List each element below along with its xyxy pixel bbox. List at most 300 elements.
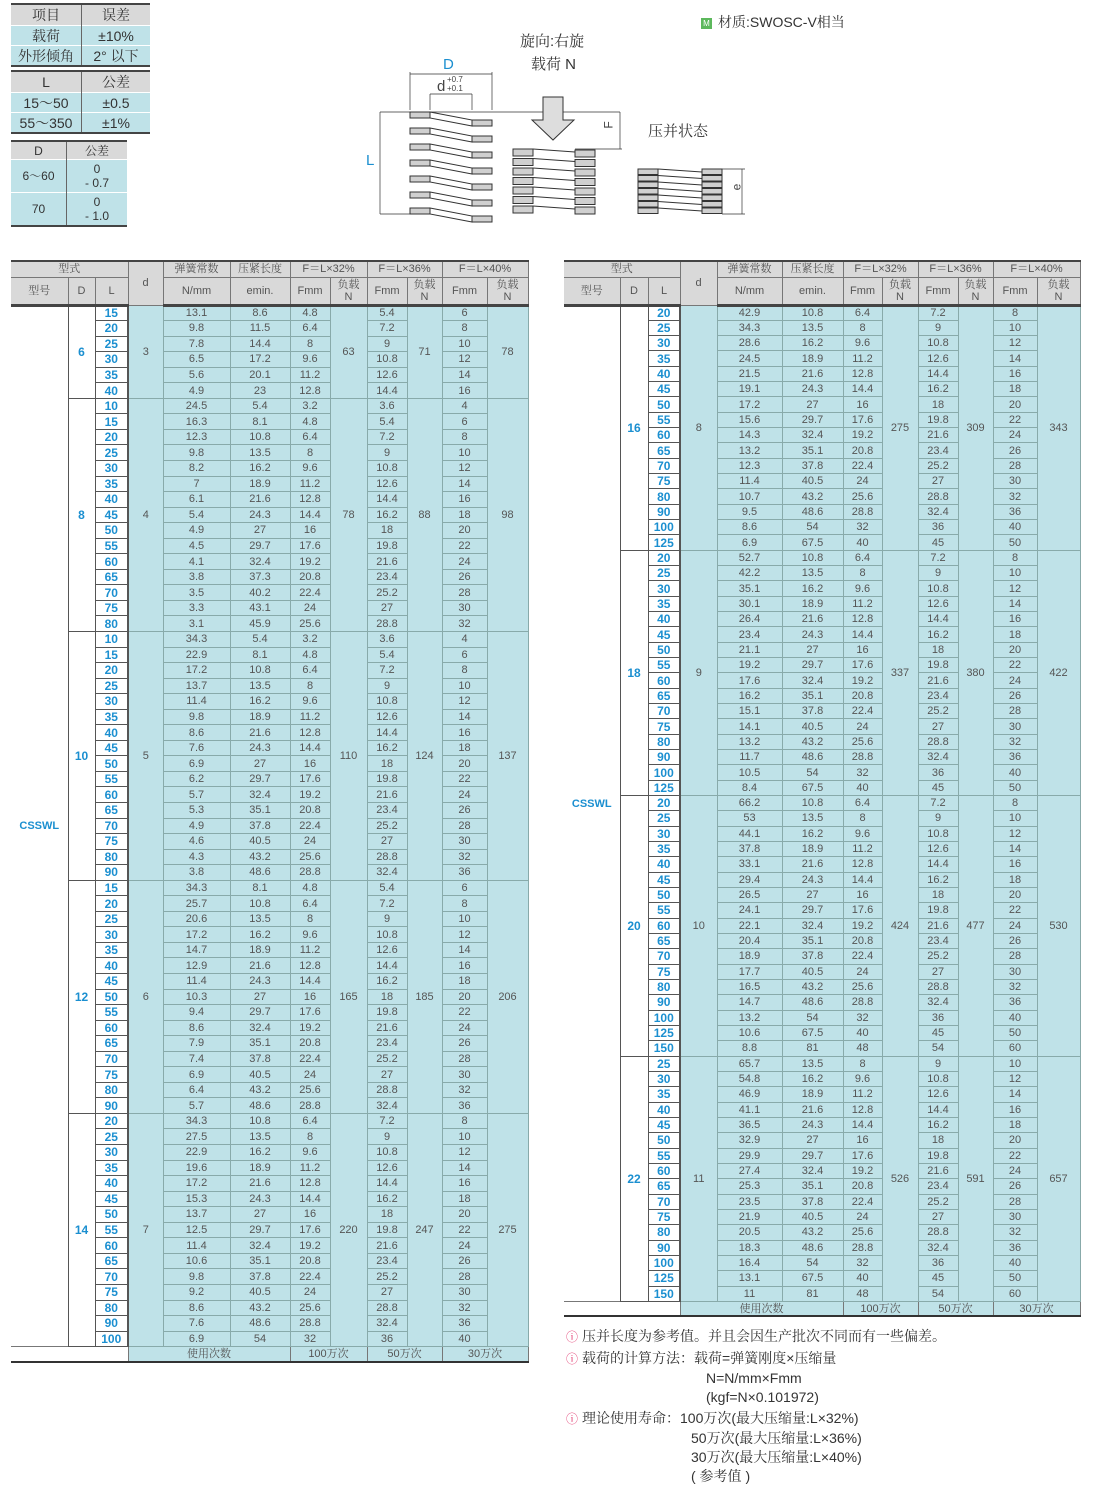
spring-constant-cell: 5.7: [163, 787, 230, 803]
spring-constant-cell: 3.5: [163, 585, 230, 601]
solid-length-cell: 20.1: [230, 367, 290, 383]
deflection-cell: 6: [442, 647, 487, 663]
spring-constant-cell: 13.2: [717, 1010, 782, 1025]
deflection-cell: 32: [843, 520, 882, 535]
deflection-cell: 14.4: [290, 1191, 330, 1207]
deflection-cell: 22: [993, 1148, 1037, 1163]
deflection-cell: 9: [918, 811, 958, 826]
spring-constant-cell: 3.1: [163, 616, 230, 632]
solid-length-cell: 16.2: [782, 1071, 843, 1086]
length-cell: 90: [648, 1240, 680, 1255]
deflection-cell: 32: [843, 765, 882, 780]
deflection-cell: 20: [442, 989, 487, 1005]
spring-constant-cell: 12.9: [163, 958, 230, 974]
spring-constant-cell: 5.6: [163, 367, 230, 383]
table-row: [564, 796, 1080, 811]
header-model: 型号: [564, 277, 620, 305]
length-cell: 25: [95, 678, 128, 694]
deflection-cell: 22: [442, 1222, 487, 1238]
length-cell: 100: [648, 1010, 680, 1025]
tolerance-table: [11, 70, 150, 134]
spring-constant-cell: 12.5: [163, 1222, 230, 1238]
header-L: L: [648, 277, 680, 305]
length-cell: 45: [648, 627, 680, 642]
length-cell: 65: [95, 1253, 128, 1269]
usage-32: 100万次: [843, 1301, 918, 1316]
deflection-cell: 25.6: [843, 979, 882, 994]
deflection-cell: 23.4: [367, 1253, 407, 1269]
spring-constant-cell: 8.2: [163, 460, 230, 476]
deflection-cell: 23.4: [918, 688, 958, 703]
spring-constant-cell: 19.2: [717, 658, 782, 673]
spring-constant-cell: 6.9: [163, 1067, 230, 1083]
deflection-cell: 36: [918, 1255, 958, 1270]
deflection-cell: 50: [993, 535, 1037, 550]
length-cell: 80: [648, 489, 680, 504]
deflection-cell: 12: [442, 352, 487, 368]
load-label: 载荷 N: [531, 56, 577, 73]
deflection-cell: 3.2: [290, 631, 330, 647]
solid-length-cell: 21.6: [230, 725, 290, 741]
length-cell: 50: [648, 642, 680, 657]
deflection-cell: 6.4: [843, 550, 882, 565]
diameter-cell: 18: [620, 550, 648, 795]
load-cell: 78: [330, 398, 367, 631]
deflection-cell: 22.4: [290, 1269, 330, 1285]
spring-constant-cell: 13.2: [717, 443, 782, 458]
solid-length-cell: 43.1: [230, 600, 290, 616]
deflection-cell: 12.8: [843, 366, 882, 381]
tolerance-cell: 外形倾角: [11, 46, 82, 67]
length-cell: 150: [648, 1041, 680, 1056]
deflection-cell: 8: [290, 336, 330, 352]
deflection-cell: 22.4: [843, 1194, 882, 1209]
wire-diameter-cell: 7: [128, 1113, 163, 1346]
solid-length-cell: 29.7: [230, 1005, 290, 1021]
length-cell: 20: [648, 550, 680, 565]
deflection-cell: 8: [843, 320, 882, 335]
deflection-cell: 8: [442, 896, 487, 912]
solid-length-cell: 29.7: [230, 1222, 290, 1238]
deflection-cell: 10.8: [918, 581, 958, 596]
solid-length-cell: 18.9: [782, 596, 843, 611]
spring-constant-cell: 42.2: [717, 566, 782, 581]
length-cell: 25: [95, 1129, 128, 1145]
deflection-cell: 9: [367, 678, 407, 694]
deflection-cell: 7.2: [367, 321, 407, 337]
deflection-cell: 12.6: [918, 1087, 958, 1102]
length-cell: 30: [95, 352, 128, 368]
usage-36: 50万次: [918, 1301, 993, 1316]
header-f40: F＝L×40%: [993, 261, 1080, 277]
deflection-cell: 21.6: [918, 918, 958, 933]
deflection-cell: 9.6: [290, 352, 330, 368]
deflection-cell: 32.4: [918, 750, 958, 765]
spring-constant-cell: 10.6: [163, 1253, 230, 1269]
load-cell: 63: [330, 305, 367, 398]
deflection-cell: 9: [918, 566, 958, 581]
length-cell: 70: [648, 1194, 680, 1209]
spring-constant-cell: 14.7: [717, 995, 782, 1010]
deflection-cell: 12.8: [290, 725, 330, 741]
spring-constant-cell: 23.5: [717, 1194, 782, 1209]
deflection-cell: 6.4: [843, 796, 882, 811]
usage-blank: [11, 1347, 128, 1362]
solid-length-cell: 32.4: [782, 918, 843, 933]
deflection-cell: 14.4: [918, 366, 958, 381]
header-f36: F＝L×36%: [367, 261, 442, 277]
solid-length-cell: 10.8: [782, 305, 843, 320]
deflection-cell: 12.8: [290, 383, 330, 399]
note: [566, 1409, 946, 1486]
deflection-cell: 24: [843, 719, 882, 734]
deflection-cell: 25.2: [918, 1194, 958, 1209]
deflection-cell: 25.6: [290, 616, 330, 632]
length-cell: 40: [95, 725, 128, 741]
length-cell: 75: [95, 834, 128, 850]
spring-constant-cell: 8.6: [163, 725, 230, 741]
deflection-cell: 16.2: [367, 507, 407, 523]
deflection-cell: 17.6: [843, 1148, 882, 1163]
length-cell: 20: [648, 305, 680, 320]
spring-constant-cell: 8.6: [163, 1020, 230, 1036]
length-cell: 25: [95, 445, 128, 461]
load-cell: 110: [330, 631, 367, 880]
spring-constant-cell: 14.7: [163, 942, 230, 958]
length-cell: 75: [648, 719, 680, 734]
length-cell: 125: [648, 535, 680, 550]
deflection-cell: 40: [843, 1271, 882, 1286]
tolerance-cell: 载荷: [11, 26, 82, 46]
solid-length-cell: 13.5: [230, 911, 290, 927]
deflection-cell: 12: [993, 826, 1037, 841]
length-cell: 15: [95, 414, 128, 430]
solid-length-cell: 37.8: [782, 949, 843, 964]
deflection-cell: 19.2: [290, 1020, 330, 1036]
deflection-cell: 24: [290, 1067, 330, 1083]
solid-length-cell: 16.2: [782, 826, 843, 841]
table-row: [11, 305, 528, 321]
solid-length-cell: 17.2: [230, 352, 290, 368]
deflection-cell: 20: [442, 756, 487, 772]
deflection-cell: 50: [993, 1025, 1037, 1040]
length-cell: 70: [648, 458, 680, 473]
length-cell: 20: [95, 663, 128, 679]
length-cell: 90: [95, 1316, 128, 1332]
deflection-cell: 25.2: [367, 585, 407, 601]
solid-length-cell: 67.5: [782, 1025, 843, 1040]
deflection-cell: 14.4: [290, 507, 330, 523]
solid-length-cell: 40.5: [782, 474, 843, 489]
solid-length-cell: 18.9: [230, 1160, 290, 1176]
deflection-cell: 10: [442, 1129, 487, 1145]
solid-length-cell: 13.5: [230, 445, 290, 461]
spring-constant-cell: 11.4: [717, 474, 782, 489]
length-cell: 55: [95, 538, 128, 554]
spring-constant-cell: 35.1: [717, 581, 782, 596]
solid-length-cell: 10.8: [782, 796, 843, 811]
spring-constant-cell: 29.4: [717, 872, 782, 887]
deflection-cell: 28: [442, 818, 487, 834]
deflection-cell: 23.4: [367, 803, 407, 819]
deflection-cell: 10.8: [918, 826, 958, 841]
deflection-cell: 30: [442, 1067, 487, 1083]
load-cell: 422: [1037, 550, 1080, 795]
deflection-cell: 26: [442, 803, 487, 819]
deflection-cell: 8: [290, 445, 330, 461]
deflection-cell: 27: [367, 600, 407, 616]
deflection-cell: 11.2: [290, 367, 330, 383]
deflection-cell: 19.8: [367, 538, 407, 554]
deflection-cell: 9: [367, 336, 407, 352]
deflection-cell: 6.4: [290, 429, 330, 445]
deflection-cell: 12: [442, 694, 487, 710]
deflection-cell: 21.6: [367, 1238, 407, 1254]
deflection-cell: 23.4: [918, 933, 958, 948]
solid-length-cell: 13.5: [782, 1056, 843, 1071]
deflection-cell: 12: [993, 336, 1037, 351]
deflection-cell: 19.8: [367, 1005, 407, 1021]
header-load-label: 负载: [964, 278, 987, 291]
solid-length-cell: 37.8: [230, 1051, 290, 1067]
solid-length-cell: 24.3: [782, 872, 843, 887]
deflection-cell: 12.8: [843, 612, 882, 627]
spring-constant-cell: 8.6: [163, 1300, 230, 1316]
deflection-cell: 12.6: [367, 367, 407, 383]
solid-length-cell: 16.2: [782, 581, 843, 596]
length-cell: 100: [648, 1255, 680, 1270]
deflection-cell: 18: [993, 1117, 1037, 1132]
spring-constant-cell: 3.8: [163, 865, 230, 881]
spring-constant-cell: 18.3: [717, 1240, 782, 1255]
length-cell: 25: [648, 1056, 680, 1071]
header-k-unit: N/mm: [717, 277, 782, 305]
note-line: N=N/mm×Fmm: [706, 1370, 802, 1386]
diameter-cell: 16: [620, 305, 648, 550]
spring-constant-cell: 11.4: [163, 1238, 230, 1254]
spring-constant-cell: 29.9: [717, 1148, 782, 1163]
spring-constant-cell: 16.4: [717, 1255, 782, 1270]
deflection-cell: 12: [442, 927, 487, 943]
deflection-cell: 9.6: [290, 460, 330, 476]
deflection-cell: 28: [442, 1051, 487, 1067]
solid-length-cell: 27: [782, 642, 843, 657]
spring-constant-cell: 22.9: [163, 647, 230, 663]
d-tol-lower: +0.1: [447, 84, 463, 93]
length-cell: 15: [95, 647, 128, 663]
deflection-cell: 10.8: [918, 336, 958, 351]
deflection-cell: 12: [993, 581, 1037, 596]
solid-length-cell: 67.5: [782, 780, 843, 795]
deflection-cell: 24: [843, 1209, 882, 1224]
deflection-cell: 10: [442, 911, 487, 927]
table-row: [11, 631, 528, 647]
length-cell: 25: [95, 911, 128, 927]
deflection-cell: 24: [993, 918, 1037, 933]
spring-constant-cell: 17.7: [717, 964, 782, 979]
spring-constant-cell: 13.2: [717, 734, 782, 749]
deflection-cell: 7.2: [918, 550, 958, 565]
length-cell: 30: [95, 927, 128, 943]
deflection-cell: 12.6: [367, 476, 407, 492]
spring-constant-cell: 3.8: [163, 569, 230, 585]
deflection-cell: 6.4: [290, 1113, 330, 1129]
deflection-cell: 32: [843, 1255, 882, 1270]
solid-length-cell: 24.3: [230, 740, 290, 756]
deflection-cell: 16: [290, 1207, 330, 1223]
deflection-cell: 18: [918, 397, 958, 412]
deflection-cell: 8: [442, 1113, 487, 1129]
deflection-cell: 16.2: [367, 740, 407, 756]
deflection-cell: 14.4: [367, 383, 407, 399]
spring-constant-cell: 9.8: [163, 1269, 230, 1285]
header-load-label: 负载: [413, 278, 436, 291]
deflection-cell: 12.8: [290, 1176, 330, 1192]
length-cell: 55: [648, 903, 680, 918]
deflection-cell: 12: [993, 1071, 1037, 1086]
deflection-cell: 30: [442, 834, 487, 850]
deflection-cell: 19.2: [843, 1163, 882, 1178]
spring-constant-cell: 4.5: [163, 538, 230, 554]
deflection-cell: 4: [442, 631, 487, 647]
header-load: [958, 277, 993, 305]
usage-row: [11, 1347, 528, 1362]
spring-constant-cell: 6.9: [717, 535, 782, 550]
deflection-cell: 25.6: [290, 1082, 330, 1098]
deflection-cell: 32: [442, 616, 487, 632]
length-cell: 30: [648, 1071, 680, 1086]
length-cell: 35: [95, 1160, 128, 1176]
spring-constant-cell: 32.9: [717, 1133, 782, 1148]
solid-length-cell: 29.7: [230, 538, 290, 554]
spring-constant-cell: 9.2: [163, 1284, 230, 1300]
deflection-cell: 3.2: [290, 398, 330, 414]
deflection-cell: 11.2: [843, 841, 882, 856]
load-cell: 220: [330, 1113, 367, 1346]
deflection-cell: 14.4: [290, 974, 330, 990]
deflection-cell: 25.6: [290, 1300, 330, 1316]
deflection-cell: 54: [918, 1041, 958, 1056]
spring-constant-cell: 36.5: [717, 1117, 782, 1132]
deflection-cell: 22.4: [843, 704, 882, 719]
deflection-cell: 18: [442, 974, 487, 990]
header-type: 型式: [11, 261, 128, 277]
deflection-cell: 16.2: [918, 627, 958, 642]
deflection-cell: 6: [442, 414, 487, 430]
spring-constant-cell: 33.1: [717, 857, 782, 872]
header-f32: F＝L×32%: [843, 261, 918, 277]
spring-constant-cell: 7.9: [163, 1036, 230, 1052]
table-row: [564, 305, 1080, 320]
header-d: d: [128, 261, 163, 305]
length-cell: 55: [95, 771, 128, 787]
solid-length-cell: 18.9: [782, 841, 843, 856]
tolerance-cell: ±0.5: [82, 93, 151, 113]
deflection-cell: 60: [993, 1041, 1037, 1056]
solid-length-cell: 35.1: [782, 443, 843, 458]
length-cell: 65: [648, 1179, 680, 1194]
note: [566, 1327, 946, 1347]
deflection-cell: 21.6: [367, 1020, 407, 1036]
length-cell: 25: [648, 811, 680, 826]
spring-constant-cell: 16.5: [717, 979, 782, 994]
deflection-cell: 9.6: [843, 581, 882, 596]
spec-table-left: [11, 260, 529, 1363]
spring-constant-cell: 23.4: [717, 627, 782, 642]
deflection-cell: 24: [843, 964, 882, 979]
deflection-cell: 10: [993, 320, 1037, 335]
load-cell: 78: [487, 305, 528, 398]
usage-36: 50万次: [367, 1347, 442, 1362]
deflection-cell: 8: [993, 305, 1037, 320]
solid-length-cell: 43.2: [230, 1082, 290, 1098]
deflection-cell: 16: [290, 989, 330, 1005]
deflection-cell: 32: [442, 849, 487, 865]
deflection-cell: 20.8: [290, 1253, 330, 1269]
deflection-cell: 28.8: [843, 750, 882, 765]
header-fmm: Fmm: [290, 277, 330, 305]
deflection-cell: 12: [442, 460, 487, 476]
deflection-cell: 8: [993, 796, 1037, 811]
length-cell: 10: [95, 631, 128, 647]
deflection-cell: 40: [993, 1255, 1037, 1270]
solid-length-cell: 27: [230, 989, 290, 1005]
deflection-cell: 6.4: [290, 663, 330, 679]
deflection-cell: 14: [993, 596, 1037, 611]
solid-length-cell: 13.5: [782, 320, 843, 335]
deflection-cell: 11.2: [843, 596, 882, 611]
deflection-cell: 16: [993, 612, 1037, 627]
length-cell: 35: [95, 709, 128, 725]
length-cell: 15: [95, 305, 128, 321]
load-cell: 185: [407, 880, 442, 1113]
header-load-unit: N: [503, 290, 512, 303]
deflection-cell: 36: [993, 750, 1037, 765]
solid-length-cell: 23: [230, 383, 290, 399]
solid-length-cell: 35.1: [230, 1036, 290, 1052]
spring-constant-cell: 6.9: [163, 1331, 230, 1347]
deflection-cell: 25.6: [290, 849, 330, 865]
deflection-cell: 28.8: [918, 489, 958, 504]
spring-constant-cell: 12.3: [717, 458, 782, 473]
length-cell: 65: [648, 688, 680, 703]
solid-length-cell: 10.8: [230, 896, 290, 912]
spring-constant-cell: 5.4: [163, 507, 230, 523]
diameter-label: D: [443, 56, 454, 73]
deflection-cell: 27: [367, 834, 407, 850]
length-cell: 55: [648, 412, 680, 427]
wire-diameter-cell: 3: [128, 305, 163, 398]
solid-length-cell: 18.9: [782, 351, 843, 366]
deflection-cell: 25.2: [367, 818, 407, 834]
solid-length-cell: 27: [230, 523, 290, 539]
deflection-cell: 18: [918, 642, 958, 657]
alert-circle-icon: ⓘ: [566, 1352, 579, 1366]
deflection-cell: 9: [367, 445, 407, 461]
length-cell: 65: [95, 1036, 128, 1052]
spring-constant-cell: 17.2: [163, 1176, 230, 1192]
deflection-cell: 4.8: [290, 647, 330, 663]
load-cell: 275: [487, 1113, 528, 1346]
deflection-cell: 12.8: [290, 492, 330, 508]
solid-length-cell: 67.5: [782, 1271, 843, 1286]
solid-length-cell: 21.6: [782, 366, 843, 381]
wire-diameter-cell: 4: [128, 398, 163, 631]
usage-blank: [564, 1301, 680, 1316]
wire-diameter-cell: 11: [680, 1056, 717, 1301]
deflection-cell: 9: [367, 911, 407, 927]
deflection-cell: 20: [993, 642, 1037, 657]
